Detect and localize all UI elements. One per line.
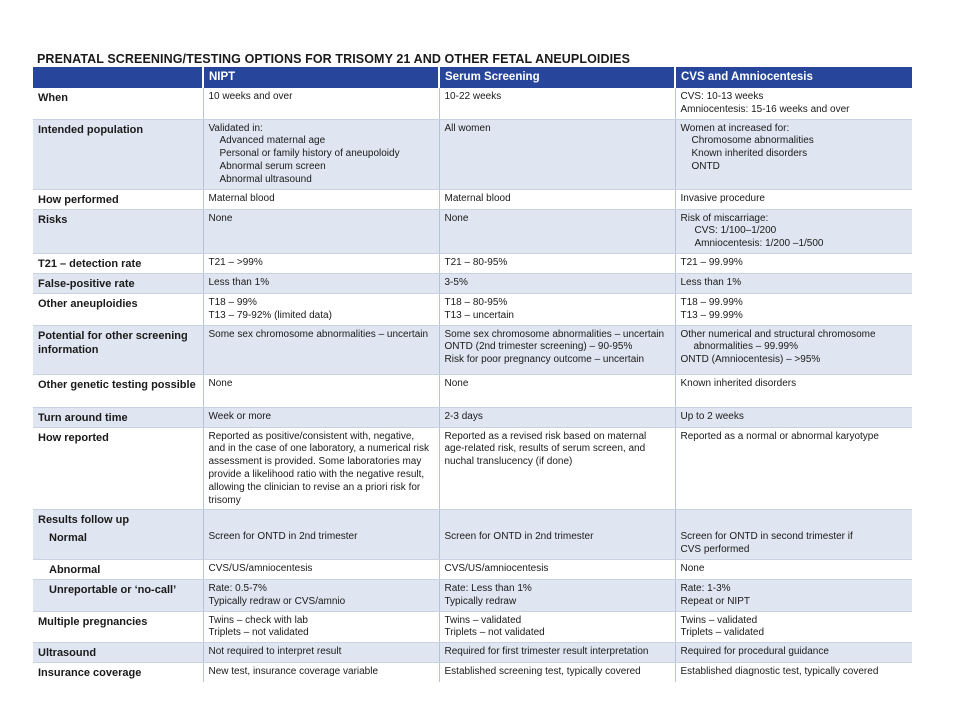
row-label-how-reported: How reported: [33, 427, 203, 510]
cell-nipt: [203, 209, 439, 253]
table-row: [33, 663, 912, 683]
cell-serum: [439, 559, 675, 579]
cell-line: T18 – 80-95%: [444, 296, 508, 308]
cell-line: T18 – 99.99%: [680, 296, 743, 308]
cell-line: Not required to interpret result: [208, 646, 342, 658]
cell-cvs: [675, 293, 912, 325]
cell-line: Twins – check with lab: [208, 614, 308, 626]
cell-line: Reported as a revised risk based on maternal: [444, 430, 647, 442]
cell-line: None: [208, 212, 233, 224]
cell-line: Amniocentesis: 15-16 weeks and over: [680, 103, 850, 115]
cell-serum: [439, 407, 675, 427]
table-row: [33, 189, 912, 209]
cell-line: T13 – 79-92% (limited data): [208, 309, 332, 321]
cell-nipt: [203, 407, 439, 427]
cell-cvs: [675, 253, 912, 273]
cell-line: CVS performed: [680, 544, 750, 556]
cell-line: and in the case of one laboratory, a numerical risk: [208, 443, 429, 455]
cell-line: T21 – >99%: [208, 256, 263, 268]
row-label-insurance-coverage: Insurance coverage: [38, 667, 142, 680]
cell-line: Twins – validated: [680, 614, 758, 626]
cell-cvs: [675, 559, 912, 579]
cell-cvs: [675, 407, 912, 427]
row-label-false-positive-rate: False-positive rate: [33, 273, 203, 293]
cell-cvs: [675, 374, 912, 407]
cell-line: Required for first trimester result interpretation: [444, 646, 649, 658]
table-row: [33, 510, 912, 560]
table-row: [33, 579, 912, 611]
row-label-text: Potential for other screening information: [38, 329, 188, 356]
cell-nipt: [203, 325, 439, 374]
cell-line: assessment is provided. Some laboratories may: [208, 456, 422, 468]
cell-line: Women at increased for:: [680, 122, 790, 134]
cell-line: 2-3 days: [444, 410, 483, 422]
row-label-t21-detection-rate: T21 – detection rate: [33, 253, 203, 273]
cell-cvs: [675, 643, 912, 663]
cell-line: Less than 1%: [680, 276, 742, 288]
page-title: PRENATAL SCREENING/TESTING OPTIONS FOR TRISOMY 21 AND OTHER FETAL ANEUPLOIDIES: [37, 52, 631, 66]
cell-line: CVS/US/amniocentesis: [444, 562, 549, 574]
cell-serum: [439, 253, 675, 273]
table-row: [33, 88, 912, 119]
cell-nipt: [203, 374, 439, 407]
cell-nipt: [203, 189, 439, 209]
column-header-cvs-amniocentesis: CVS and Amniocentesis: [675, 67, 912, 88]
cell-line: Advanced maternal age: [219, 135, 326, 147]
row-label-when: When: [33, 88, 203, 119]
cell-nipt: [203, 253, 439, 273]
cell-nipt: [203, 510, 439, 560]
cell-line: CVS: 10-13 weeks: [680, 91, 764, 102]
table-row: [33, 273, 912, 293]
cell-line: trisomy: [208, 494, 241, 506]
cell-serum: [439, 611, 675, 643]
cell-line: Typically redraw or CVS/amnio: [208, 595, 346, 607]
cell-line: Established screening test, typically covered: [444, 666, 641, 678]
cell-line: provide a likelihood ratio with the negative result,: [208, 468, 425, 480]
table-row: [33, 325, 912, 374]
cell-line: Rate: 1-3%: [680, 582, 731, 594]
cell-line: New test, insurance coverage variable: [208, 666, 379, 678]
row-label-other-genetic-testing: [33, 374, 203, 407]
cell-line: Reported as positive/consistent with, negative,: [208, 430, 415, 442]
cell-line: T21 – 99.99%: [680, 256, 743, 268]
table-row: [33, 374, 912, 407]
cell-nipt: [203, 643, 439, 663]
cell-line: Triplets – not validated: [208, 627, 309, 639]
table-row: [33, 407, 912, 427]
cell-line: Typically redraw: [444, 595, 517, 607]
cell-line: Week or more: [208, 410, 272, 422]
cell-serum: [439, 427, 675, 510]
cell-line: Known inherited disorders: [680, 377, 797, 389]
cell-cvs: [675, 209, 912, 253]
cell-cvs: [675, 189, 912, 209]
cell-line: abnormalities – 99.99%: [693, 341, 799, 353]
cell-line: Established diagnostic test, typically covered: [680, 666, 879, 678]
row-label-potential-other-screening: [33, 325, 203, 374]
cell-line: None: [444, 377, 469, 389]
cell-serum: [439, 325, 675, 374]
table-row: [33, 427, 912, 510]
cell-line: Screen for ONTD in 2nd trimester: [444, 531, 594, 543]
cell-line: Rate: 0.5-7%: [208, 582, 267, 594]
cell-line: Reported as a normal or abnormal karyotype: [680, 430, 879, 442]
cell-line: Some sex chromosome abnormalities – uncertain: [208, 328, 429, 340]
cell-line: nuchal translucency (if done): [444, 456, 573, 468]
cell-line: Validated in:: [208, 122, 263, 134]
cell-line: CVS: 1/100–1/200: [694, 225, 777, 237]
cell-line: Maternal blood: [208, 192, 275, 204]
cell-line: Triplets – validated: [680, 627, 765, 639]
cell-line: None: [208, 377, 233, 389]
column-header-blank: [33, 67, 203, 88]
cell-line: Triplets – not validated: [444, 627, 545, 639]
comparison-table: [33, 67, 912, 682]
cell-line: Amniocentesis: 1/200 –1/500: [694, 238, 824, 250]
cell-line: T21 – 80-95%: [444, 256, 508, 268]
row-label-results-follow-up: [33, 510, 203, 560]
cell-cvs: [675, 579, 912, 611]
cell-nipt: [203, 579, 439, 611]
cell-cvs: [675, 273, 912, 293]
cell-cvs: [675, 325, 912, 374]
cell-line: Invasive procedure: [680, 192, 765, 204]
cell-line: Known inherited disorders: [691, 148, 808, 160]
cell-line: Screen for ONTD in second trimester if: [680, 531, 853, 543]
cell-nipt: [203, 663, 439, 683]
row-label-text: Results follow up: [38, 514, 130, 527]
cell-line: Required for procedural guidance: [680, 646, 829, 658]
cell-line: Twins – validated: [444, 614, 522, 626]
table-row: [33, 119, 912, 189]
column-header-serum-screening: Serum Screening: [439, 67, 675, 88]
cell-nipt: [203, 273, 439, 293]
cell-line: 10 weeks and over: [208, 91, 293, 102]
row-label-abnormal: Abnormal: [33, 559, 203, 579]
cell-line: Risk for poor pregnancy outcome – uncertain: [444, 354, 645, 366]
cell-line: Risk of miscarriage:: [680, 212, 769, 224]
row-label-unreportable: Unreportable or ‘no-call’: [33, 579, 203, 611]
cell-nipt: [203, 611, 439, 643]
cell-nipt: [203, 119, 439, 189]
row-label-turn-around-time: Turn around time: [33, 407, 203, 427]
cell-line: CVS/US/amniocentesis: [208, 562, 313, 574]
cell-line: All women: [444, 122, 491, 134]
row-label-text: Other genetic testing possible: [38, 378, 196, 391]
cell-line: T18 – 99%: [208, 296, 257, 308]
table-header-row: [33, 67, 912, 88]
cell-line: Abnormal ultrasound: [219, 173, 312, 185]
cell-line: Screen for ONTD in 2nd trimester: [208, 531, 358, 543]
cell-line: Personal or family history of aneupoloidy: [219, 148, 400, 160]
cell-line: Chromosome abnormalities: [691, 135, 814, 147]
row-label-risks: Risks: [33, 209, 203, 253]
table-row: [33, 611, 912, 643]
cell-serum: [439, 643, 675, 663]
row-label-intended-population: Intended population: [33, 119, 203, 189]
cell-line: None: [680, 562, 705, 574]
cell-line: Less than 1%: [208, 276, 270, 288]
cell-line: Up to 2 weeks: [680, 410, 744, 422]
cell-serum: [439, 374, 675, 407]
cell-line: allowing the clinician to revise an a priori risk for: [208, 481, 421, 493]
cell-cvs: [675, 611, 912, 643]
cell-line: ONTD (Amniocentesis) – >95%: [680, 354, 821, 366]
cell-line: age-related risk, results of serum screen, and: [444, 443, 646, 455]
cell-cvs: [675, 119, 912, 189]
row-sublabel-normal: Normal: [49, 532, 87, 545]
row-label-how-performed: How performed: [33, 189, 203, 209]
cell-nipt: [203, 427, 439, 510]
row-label-multiple-pregnancies: Multiple pregnancies: [33, 611, 203, 643]
cell-line: ONTD (2nd trimester screening) – 90-95%: [444, 341, 633, 353]
cell-serum: [439, 88, 675, 119]
cell-line: Other numerical and structural chromosome: [680, 328, 876, 340]
table-row: [33, 643, 912, 663]
table-row: [33, 293, 912, 325]
cell-serum: [439, 189, 675, 209]
cell-serum: [439, 273, 675, 293]
cell-nipt: [203, 88, 439, 119]
cell-serum: [439, 510, 675, 560]
cell-line: ONTD: [691, 160, 720, 172]
cell-line: T13 – 99.99%: [680, 309, 743, 321]
cell-serum: [439, 119, 675, 189]
table-row: [33, 559, 912, 579]
cell-line: 10-22 weeks: [444, 91, 502, 102]
cell-line: T13 – uncertain: [444, 309, 514, 321]
cell-line: Rate: Less than 1%: [444, 582, 532, 594]
cell-serum: [439, 293, 675, 325]
cell-line: None: [444, 212, 469, 224]
column-header-nipt: NIPT: [203, 67, 439, 88]
cell-nipt: [203, 559, 439, 579]
cell-serum: [439, 663, 675, 683]
cell-nipt: [203, 293, 439, 325]
cell-cvs: [675, 510, 912, 560]
cell-line: Some sex chromosome abnormalities – uncertain: [444, 328, 665, 340]
cell-line: Maternal blood: [444, 192, 511, 204]
row-label-other-aneuploidies: Other aneuploidies: [33, 293, 203, 325]
cell-cvs: [675, 427, 912, 510]
table-row: [33, 253, 912, 273]
cell-line: Repeat or NIPT: [680, 595, 750, 607]
row-label-ultrasound: Ultrasound: [33, 643, 203, 663]
cell-line: 3-5%: [444, 276, 468, 288]
cell-serum: [439, 579, 675, 611]
cell-cvs: [675, 663, 912, 683]
cell-cvs: [675, 88, 912, 119]
cell-serum: [439, 209, 675, 253]
cell-line: Abnormal serum screen: [219, 160, 326, 172]
table-row: [33, 209, 912, 253]
